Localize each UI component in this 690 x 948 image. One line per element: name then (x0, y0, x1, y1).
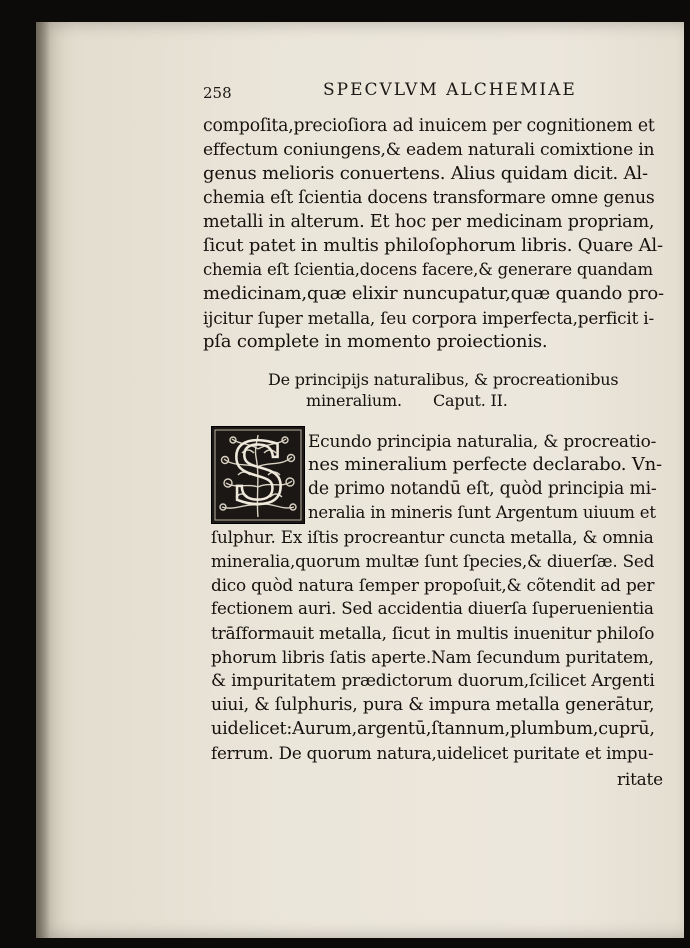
running-header (203, 80, 661, 106)
text-line: ſulphur. Ex iſtis procreantur cuncta metalla, & omnia (211, 527, 654, 547)
text-line: neralia in mineris ſunt Argentum uiuum et (308, 503, 656, 522)
text-line: chemia eſt ſcientia,docens facere,& generare quandam (203, 260, 653, 279)
text-line: de primo notandū eſt, quòd principia mi- (308, 479, 657, 499)
text-line: fectionem auri. Sed accidentia diuerſa ſuperuenientia (211, 599, 654, 618)
text-line: metalli in alterum. Et hoc per medicinam propriam, (203, 212, 655, 232)
text-line: uiui, & ſulphuris, pura & impura metalla generātur, (211, 695, 655, 715)
text-line: ijcitur ſuper metalla, ſeu corpora imperfecta,perficit i- (203, 308, 654, 328)
text-line: Ecundo principia naturalia, & procreatio- (308, 431, 657, 451)
text-line: medicinam,quæ elixir nuncupatur,quæ quando pro- (203, 283, 664, 304)
text-line: dico quòd natura ſemper propoſuit,& cõtendit ad per (211, 575, 655, 595)
text-line: nes mineralium perfecte declarabo. Vn- (308, 454, 662, 475)
text-line: & impuritatem prædictorum duorum,ſcilicet Argenti (211, 671, 655, 691)
catchword: ritate (617, 769, 663, 789)
decorated-initial-s-icon (211, 426, 305, 524)
svg-text:S: S (229, 427, 287, 523)
chapter-heading-line1: De principijs naturalibus, & procreationibus (268, 370, 619, 389)
text-line: compoſita,precioſiora ad inuicem per cognitionem et (203, 116, 655, 136)
text-line: phorum libris ſatis aperte.Nam ſecundum puritatem, (211, 647, 654, 667)
chapter-heading-line2: mineralium. (306, 391, 402, 410)
text-line: pſa complete in momento proiectionis. (203, 331, 548, 352)
text-line: genus melioris conuertens. Alius quidam dicit. Al- (203, 163, 648, 184)
text-line: ſicut patet in multis philoſophorum libris. Quare Al- (203, 235, 663, 256)
text-line: trāſformauit metalla, ſicut in multis inuenitur philoſo (211, 623, 655, 643)
text-line: ferrum. De quorum natura,uidelicet puritate et impu- (211, 743, 654, 763)
text-line: effectum coniungens,& eadem naturali comixtione in (203, 140, 655, 160)
running-title: SPECVLVM ALCHEMIAE (323, 80, 577, 100)
text-line: uidelicet:Aurum,argentū,ſtannum,plumbum,cuprū, (211, 719, 655, 739)
chapter-number: Caput. II. (433, 391, 508, 410)
text-line: chemia eſt ſcientia docens transformare omne genus (203, 188, 655, 208)
text-line: mineralia,quorum multæ ſunt ſpecies,& diuerſæ. Sed (211, 551, 655, 571)
page-gutter-shadow (36, 22, 50, 938)
page-number: 258 (203, 84, 232, 102)
